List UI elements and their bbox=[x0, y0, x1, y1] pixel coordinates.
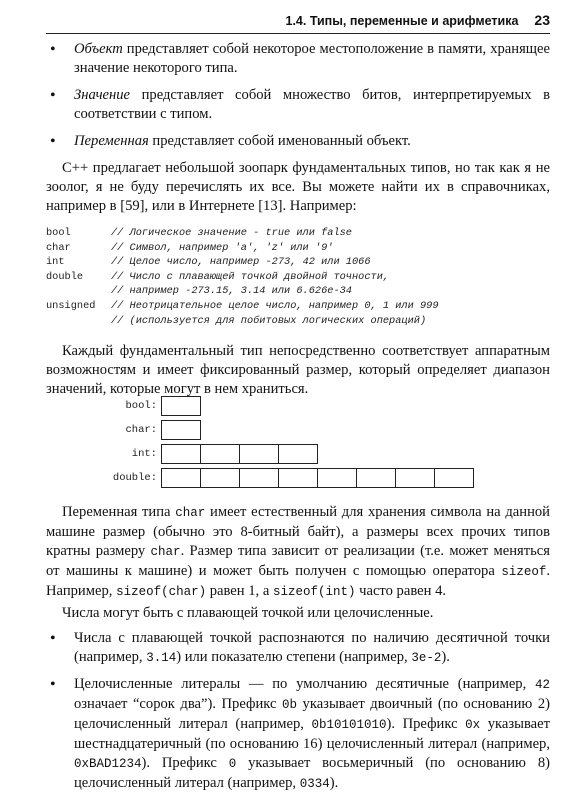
float-literal-item bbox=[46, 629, 550, 668]
byte-cell bbox=[278, 468, 318, 488]
diagram-cells bbox=[161, 396, 201, 416]
byte-cell bbox=[356, 468, 396, 488]
code-type: int bbox=[46, 256, 65, 269]
text-run: указывает шестнадцатеричный (по основанию 16) целочисленный литерал (например, bbox=[74, 716, 550, 752]
byte-cell bbox=[278, 444, 318, 464]
byte-cell bbox=[395, 468, 435, 488]
code-comment: // Число с плавающей точкой двойной точности, bbox=[111, 270, 390, 283]
inline-code: char bbox=[150, 545, 181, 559]
diagram-row-int bbox=[100, 444, 318, 464]
code-line bbox=[46, 284, 550, 299]
numbers-list bbox=[46, 629, 550, 794]
inline-code: char bbox=[175, 506, 206, 520]
diagram-cells bbox=[161, 468, 474, 488]
main-content bbox=[46, 40, 550, 399]
text-run: равен 1, а bbox=[206, 583, 273, 599]
diagram-label: int: bbox=[131, 448, 157, 460]
definition-text: представляет собой именованный объект. bbox=[148, 133, 411, 149]
text-run: указывает двоичный (по основанию 2) целочисленный литерал (например, bbox=[74, 696, 551, 732]
inline-code: sizeof(char) bbox=[116, 585, 207, 599]
definition-item bbox=[46, 86, 550, 124]
code-type bbox=[46, 314, 111, 329]
code-type bbox=[46, 284, 111, 299]
code-line bbox=[46, 314, 550, 329]
byte-cell bbox=[200, 444, 240, 464]
diagram-label: bool: bbox=[125, 400, 157, 412]
byte-cell bbox=[239, 444, 279, 464]
byte-cell bbox=[239, 468, 279, 488]
inline-code: 3e-2 bbox=[411, 651, 442, 665]
definitions-list bbox=[46, 40, 550, 151]
byte-cell bbox=[161, 468, 201, 488]
definition-item bbox=[46, 40, 550, 78]
type-size-diagram bbox=[100, 392, 520, 492]
code-type: bool bbox=[46, 227, 71, 239]
code-line bbox=[46, 226, 550, 241]
code-comment: // Неотрицательное целое число, например 0, 1 или 999 bbox=[111, 299, 439, 312]
chapter-title: 1.4. Типы, переменные и арифметика bbox=[285, 14, 519, 28]
definition-term: Значение bbox=[74, 87, 131, 103]
text-run: Числа с плавающей точкой распознаются по наличию десятичной точки (например, bbox=[74, 630, 550, 665]
code-line bbox=[46, 241, 550, 256]
definition-text: представляет собой множество битов, интерпретируемых в соответствии с типом. bbox=[74, 87, 550, 122]
byte-cell bbox=[161, 420, 201, 440]
code-comment: // Логическое значение - true или false bbox=[111, 227, 352, 239]
char-paragraph bbox=[46, 503, 550, 602]
code-line bbox=[46, 255, 550, 270]
page-number: 23 bbox=[534, 12, 550, 28]
inline-code: 0334 bbox=[299, 777, 330, 791]
byte-cell bbox=[434, 468, 474, 488]
definition-text: представляет собой некоторое местоположение в памяти, хранящее значение некоторого типа. bbox=[74, 41, 550, 76]
text-run: имеет естественный для хранения символа на данной машине размер (обычно это 8-битный байт), а размеры всех прочих типов кратны размеру bbox=[46, 504, 550, 559]
code-type: unsigned bbox=[46, 299, 96, 312]
code-comment: // Символ, например 'a', 'z' или '9' bbox=[111, 241, 334, 254]
code-comment: // например -273.15, 3.14 или 6.626e-34 bbox=[111, 285, 352, 298]
code-line bbox=[46, 299, 550, 314]
byte-cell bbox=[161, 444, 201, 464]
diagram-row-char bbox=[100, 420, 201, 440]
text-run: Целочисленные литералы — по умолчанию десятичные (например, bbox=[74, 676, 535, 692]
byte-cell bbox=[317, 468, 357, 488]
definition-term: Объект bbox=[74, 41, 123, 57]
text-run: ). bbox=[441, 649, 450, 665]
diagram-cells bbox=[161, 444, 318, 464]
code-type: double bbox=[46, 270, 84, 283]
code-type: char bbox=[46, 241, 71, 254]
text-run: ). Префикс bbox=[141, 755, 229, 771]
hardware-paragraph: Каждый фундаментальный тип непосредственно соответствует аппаратным возможностям и имеет фиксированный размер, который определяет диапазон значений, которые могут в нем храниться. bbox=[46, 343, 550, 398]
diagram-label: char: bbox=[125, 424, 157, 436]
inline-code: 0 bbox=[228, 757, 237, 771]
text-run: означает “сорок два”). Префикс bbox=[74, 696, 282, 712]
numbers-intro: Числа могут быть с плавающей точкой или целочисленные. bbox=[62, 605, 434, 621]
inline-code: sizeof(int) bbox=[272, 585, 356, 599]
code-listing bbox=[46, 226, 550, 328]
inline-code: 3.14 bbox=[146, 651, 177, 665]
text-run: ). Префикс bbox=[386, 716, 466, 732]
inline-code: sizeof bbox=[501, 565, 547, 579]
running-header bbox=[250, 12, 550, 28]
definition-term: Переменная bbox=[74, 133, 149, 149]
text-run: указывает восьмеричный (по основанию 8) целочисленный литерал (например, bbox=[74, 755, 550, 791]
text-run: ) или показателю степени (например, bbox=[176, 649, 412, 665]
code-comment: // (используется для побитовых логических операций) bbox=[111, 314, 427, 327]
text-run: . Размер типа зависит от реализации (т.е. может меняться от машины к машине) и может быть получен с помощью оператора bbox=[46, 543, 550, 579]
diagram-row-double bbox=[100, 468, 474, 488]
diagram-cells bbox=[161, 420, 201, 440]
text-run: ). bbox=[329, 775, 339, 791]
text-run: часто равен 4. bbox=[355, 583, 447, 599]
text-run: . Например, bbox=[46, 563, 550, 599]
diagram-row-bool bbox=[100, 396, 201, 416]
byte-cell bbox=[161, 396, 201, 416]
header-rule bbox=[46, 33, 550, 34]
diagram-label: double: bbox=[112, 472, 157, 484]
code-line bbox=[46, 270, 550, 285]
inline-code: 0b bbox=[282, 698, 298, 712]
inline-code: 0x bbox=[465, 718, 481, 732]
inline-code: 0b10101010 bbox=[311, 718, 387, 732]
intro-paragraph: C++ предлагает небольшой зоопарк фундаментальных типов, но так как я не зоолог, я не буду перечислять их все. Вы можете найти их в справочниках, например в [59], или в Интернете [13]. Например: bbox=[46, 160, 550, 214]
text-run: Переменная типа bbox=[62, 504, 176, 520]
lower-content bbox=[46, 503, 550, 801]
byte-cell bbox=[200, 468, 240, 488]
inline-code: 42 bbox=[534, 678, 550, 692]
code-comment: // Целое число, например -273, 42 или 1066 bbox=[111, 256, 371, 269]
inline-code: 0xBAD1234 bbox=[74, 757, 142, 771]
definition-item bbox=[46, 132, 550, 151]
integer-literal-item bbox=[46, 675, 550, 794]
